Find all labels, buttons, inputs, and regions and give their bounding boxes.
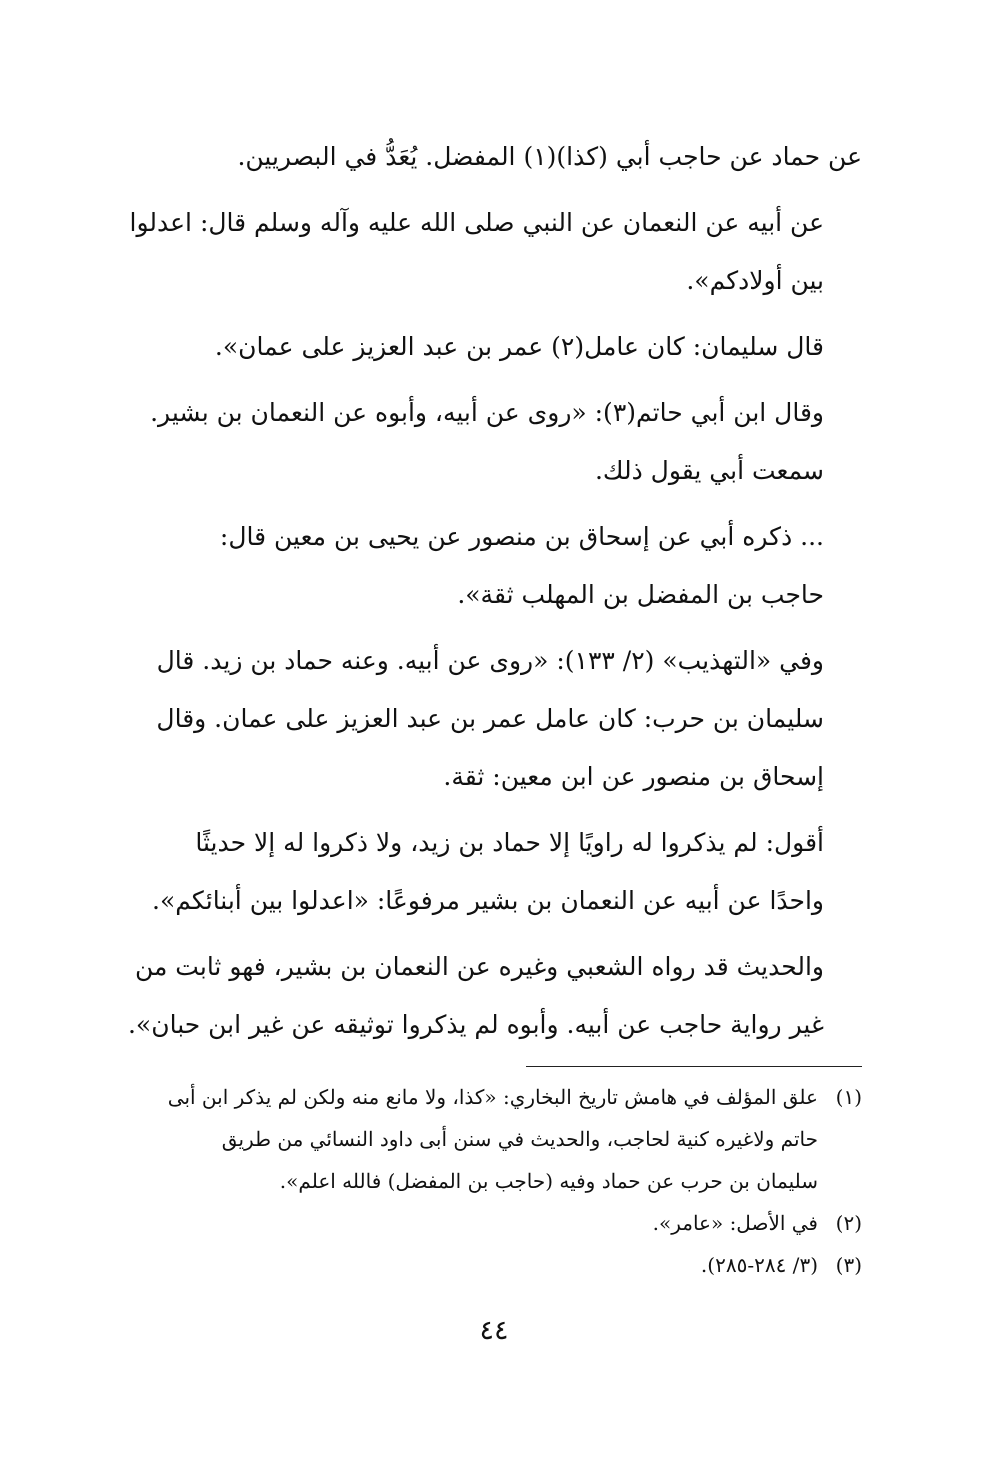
paragraph-4 <box>78 384 862 500</box>
footnote-text: سليمان بن حرب عن حماد وفيه (حاجب بن المفضل) فالله اعلم». <box>279 1169 818 1193</box>
main-text <box>78 128 862 1062</box>
text-line: عن حماد عن حاجب أبي (كذا)(١) المفضل. يُعَدُّ في البصريين. <box>237 142 862 171</box>
footnote-3 <box>78 1244 862 1286</box>
text-line: سمعت أبي يقول ذلك. <box>594 456 824 485</box>
paragraph-3 <box>78 318 862 376</box>
text-line: ... ذكره أبي عن إسحاق بن منصور عن يحيى بن معين قال: <box>219 522 824 551</box>
footnote-number: (٢) <box>835 1211 862 1235</box>
text-line: إسحاق بن منصور عن ابن معين: ثقة. <box>443 762 824 791</box>
text-line: بين أولادكم». <box>686 266 824 295</box>
footnote-text: في الأصل: «عامر». <box>652 1211 818 1235</box>
text-line: سليمان بن حرب: كان عامل عمر بن عبد العزيز على عمان. وقال <box>156 704 824 733</box>
text-line: وفي «التهذيب» (٢/ ١٣٣): «روى عن أبيه. وعنه حماد بن زيد. قال <box>156 646 824 675</box>
text-line: وقال ابن أبي حاتم(٣): «روى عن أبيه، وأبوه عن النعمان بن بشير. <box>150 398 824 427</box>
text-line: غير رواية حاجب عن أبيه. وأبوه لم يذكروا توثيقه عن غير ابن حبان». <box>127 1010 824 1039</box>
text-line: واحدًا عن أبيه عن النعمان بن بشير مرفوعًا: «اعدلوا بين أبنائكم». <box>152 886 824 915</box>
paragraph-6 <box>78 632 862 806</box>
text-line: أقول: لم يذكروا له راويًا إلا حماد بن زيد، ولا ذكروا له إلا حديثًا <box>195 828 824 857</box>
footnote-text: حاتم ولاغيره كنية لحاجب، والحديث في سنن أبى داود النسائي من طريق <box>221 1127 818 1151</box>
page-number: ٤٤ <box>479 1315 509 1346</box>
footnote-number: (١) <box>835 1085 862 1109</box>
paragraph-1 <box>78 128 862 186</box>
text-line: عن أبيه عن النعمان عن النبي صلى الله عليه وآله وسلم قال: اعدلوا <box>129 208 824 237</box>
footnote-2 <box>78 1202 862 1244</box>
paragraph-7 <box>78 814 862 930</box>
paragraph-5 <box>78 508 862 624</box>
paragraph-2 <box>78 194 862 310</box>
footnote-divider <box>526 1066 862 1067</box>
paragraph-8 <box>78 938 862 1054</box>
text-line: قال سليمان: كان عامل(٢) عمر بن عبد العزيز على عمان». <box>214 332 824 361</box>
footnote-text: علق المؤلف في هامش تاريخ البخاري: «كذا، ولا مانع منه ولكن لم يذكر ابن أبى <box>167 1085 818 1109</box>
footnote-1 <box>78 1076 862 1202</box>
text-line: والحديث قد رواه الشعبي وغيره عن النعمان بن بشير، فهو ثابت من <box>134 952 824 981</box>
footnotes <box>78 1076 862 1286</box>
footnote-number: (٣) <box>835 1253 862 1277</box>
footnote-text: (٣/ ٢٨٤-٢٨٥). <box>700 1253 818 1277</box>
text-line: حاجب بن المفضل بن المهلب ثقة». <box>457 580 824 609</box>
